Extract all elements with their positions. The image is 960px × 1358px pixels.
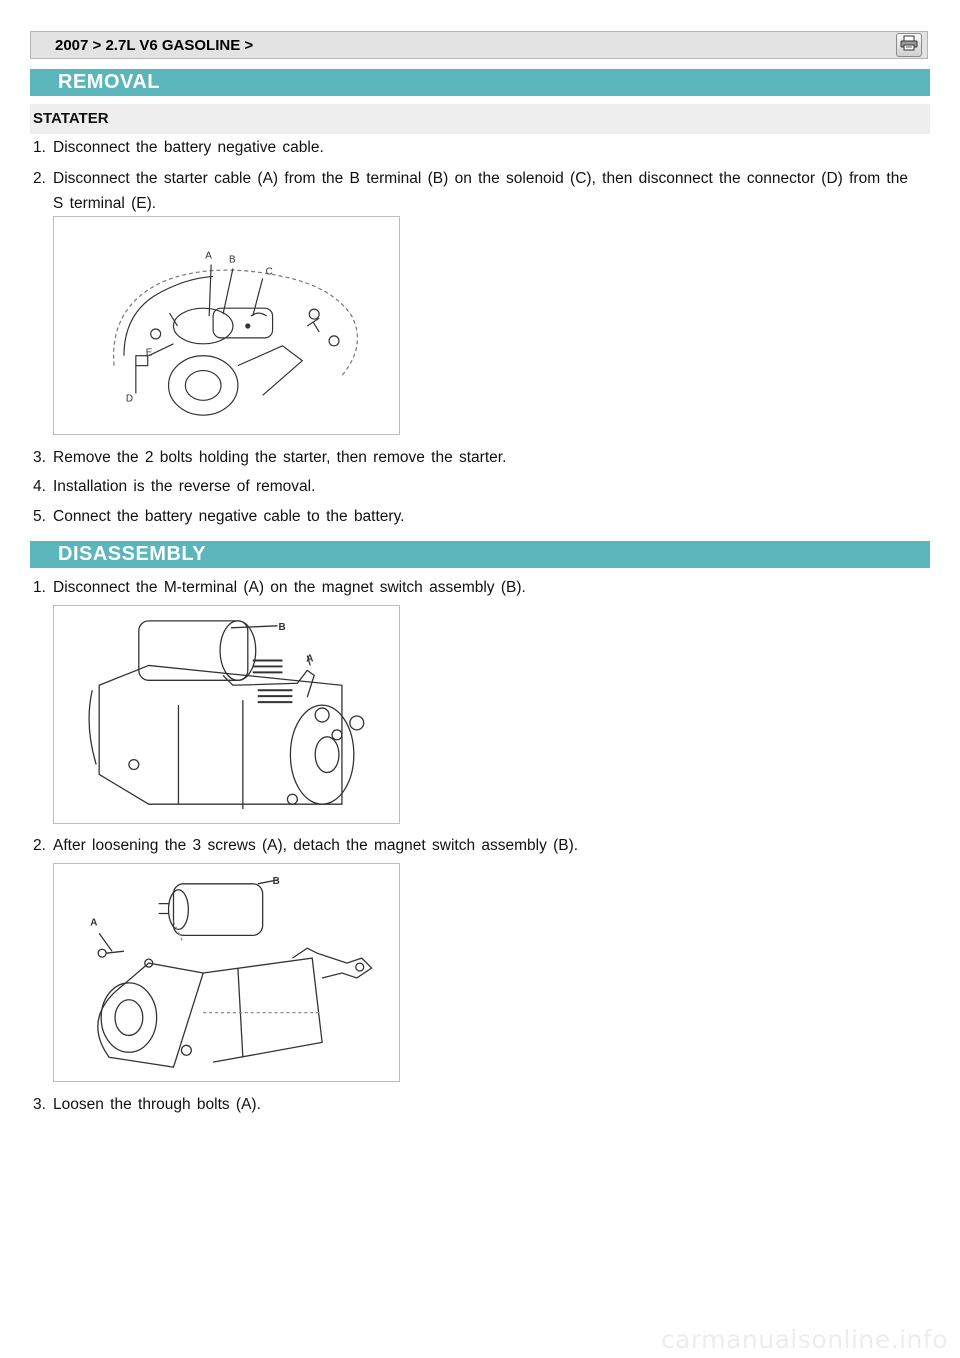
step-number: 4. (33, 478, 46, 495)
step-number: 2. (33, 170, 46, 187)
step-text: Remove the 2 bolts holding the starter, then remove the starter. (53, 449, 507, 466)
label-d: D (125, 393, 134, 405)
label-b: B (228, 254, 236, 266)
removal-step-3 (30, 445, 910, 470)
step-number: 3. (33, 1096, 46, 1113)
label-a: A (90, 917, 98, 929)
breadcrumb-text: 2007 > 2.7L V6 GASOLINE > (55, 37, 254, 54)
step-text: After loosening the 3 screws (A), detach the magnet switch assembly (B). (53, 837, 579, 854)
removal-step-1 (30, 135, 910, 160)
watermark: carmanualsonline.info (660, 1325, 948, 1354)
step-number: 2. (33, 837, 46, 854)
breadcrumb (30, 31, 928, 59)
step-number: 1. (33, 579, 46, 596)
step-text: Installation is the reverse of removal. (53, 478, 316, 495)
label-e: E (145, 347, 153, 359)
label-a: A (205, 250, 212, 262)
label-c: C (265, 266, 273, 278)
disassembly-step-3 (30, 1092, 910, 1117)
magnet-switch-detach-diagram (53, 863, 400, 1082)
printer-icon (900, 35, 918, 56)
step-text: Disconnect the battery negative cable. (53, 139, 324, 156)
section-heading-disassembly: DISASSEMBLY (30, 541, 930, 568)
disassembly-step-1 (30, 575, 910, 600)
section-heading-removal: REMOVAL (30, 69, 930, 96)
step-text: Disconnect the M-terminal (A) on the magnet switch assembly (B). (53, 579, 526, 596)
subheading-starter: STATATER (30, 104, 930, 134)
step-number: 5. (33, 508, 46, 525)
step-text: Loosen the through bolts (A). (53, 1096, 261, 1113)
print-button[interactable] (896, 33, 922, 57)
label-b: B (272, 875, 280, 887)
label-b: B (278, 621, 286, 633)
step-number: 1. (33, 139, 46, 156)
removal-step-5 (30, 504, 910, 529)
exploded-starter-illustration (54, 864, 399, 1081)
disassembly-step-2 (30, 833, 910, 858)
label-a: A (306, 653, 314, 665)
step-number: 3. (33, 449, 46, 466)
starter-motor-illustration (54, 606, 399, 823)
removal-step-4 (30, 474, 910, 499)
magnet-switch-terminal-diagram (53, 605, 400, 824)
removal-step-2 (30, 166, 910, 216)
step-text: Connect the battery negative cable to the battery. (53, 508, 405, 525)
step-text: Disconnect the starter cable (A) from the B terminal (B) on the solenoid (C), then disconnect the connector (D) from the S terminal (E). (53, 170, 908, 212)
starter-removal-illustration (54, 217, 399, 434)
starter-removal-diagram (53, 216, 400, 435)
